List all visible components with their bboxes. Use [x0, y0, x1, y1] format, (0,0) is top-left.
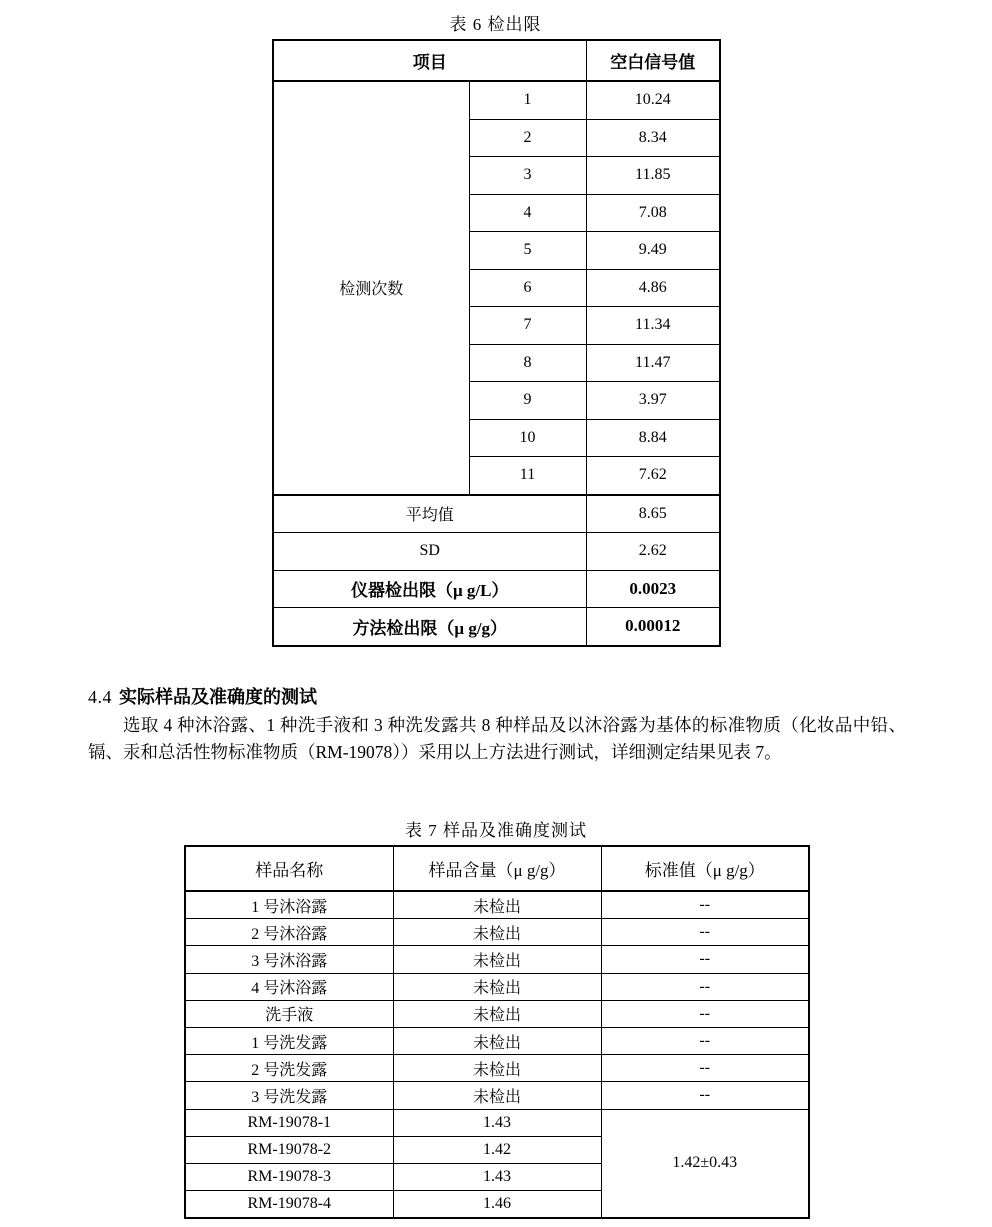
- measurement-index: 10: [469, 419, 586, 457]
- sample-name: RM-19078-4: [185, 1191, 393, 1219]
- sample-name: 4 号沐浴露: [185, 973, 393, 1000]
- measurement-value: 3.97: [586, 382, 720, 420]
- sample-name: 1 号沐浴露: [185, 891, 393, 919]
- measurement-value: 7.08: [586, 194, 720, 232]
- merged-standard-value: 1.42±0.43: [601, 1109, 809, 1218]
- sample-content: 未检出: [393, 919, 601, 946]
- sample-standard: --: [601, 973, 809, 1000]
- sample-standard: --: [601, 919, 809, 946]
- sample-content: 未检出: [393, 1000, 601, 1027]
- sample-name: 3 号沐浴露: [185, 946, 393, 973]
- measurement-index: 11: [469, 457, 586, 495]
- table-row: [185, 973, 809, 1000]
- section-title: 实际样品及准确度的测试: [119, 687, 317, 707]
- section-heading: [88, 683, 317, 709]
- table7-header-name: 样品名称: [185, 846, 393, 891]
- measurement-index: 3: [469, 157, 586, 195]
- table-row: [185, 1082, 809, 1109]
- table-row: [185, 1109, 809, 1136]
- table-row: [185, 919, 809, 946]
- table6-method-lod-row: [273, 608, 720, 646]
- measurement-index: 8: [469, 344, 586, 382]
- summary-value: 8.65: [586, 495, 720, 533]
- sample-content: 未检出: [393, 946, 601, 973]
- sample-standard: --: [601, 1055, 809, 1082]
- measurement-index: 4: [469, 194, 586, 232]
- sample-standard: --: [601, 891, 809, 919]
- sample-name: RM-19078-1: [185, 1109, 393, 1136]
- sample-content: 未检出: [393, 1027, 601, 1054]
- sample-name: RM-19078-3: [185, 1163, 393, 1190]
- sample-content: 未检出: [393, 973, 601, 1000]
- sample-name: 2 号沐浴露: [185, 919, 393, 946]
- measurement-index: 5: [469, 232, 586, 270]
- table6-instrument-lod-row: [273, 570, 720, 608]
- table-row: [273, 81, 720, 119]
- table-row: [185, 1055, 809, 1082]
- sample-content: 1.46: [393, 1191, 601, 1219]
- table6-detection-limit: [272, 39, 721, 647]
- section-number: 4.4: [88, 687, 112, 707]
- sample-content: 未检出: [393, 1055, 601, 1082]
- summary-label: 平均值: [273, 495, 586, 533]
- table6-section: [272, 10, 719, 647]
- sample-content: 未检出: [393, 891, 601, 919]
- sample-standard: --: [601, 1027, 809, 1054]
- sample-name: 洗手液: [185, 1000, 393, 1027]
- sample-content: 1.42: [393, 1136, 601, 1163]
- sample-name: 2 号洗发露: [185, 1055, 393, 1082]
- section-paragraph: 选取 4 种沐浴露、1 种洗手液和 3 种洗发露共 8 种样品及以沐浴露为基体的标准物质（化妆品中铅、镉、汞和总活性物标准物质（RM-19078））采用以上方法进行测试，详细测定结果见表 7。: [88, 715, 906, 762]
- sample-content: 1.43: [393, 1109, 601, 1136]
- sample-content: 未检出: [393, 1082, 601, 1109]
- sample-content: 1.43: [393, 1163, 601, 1190]
- measurement-value: 8.34: [586, 119, 720, 157]
- table7-header-content: 样品含量（μ g/g）: [393, 846, 601, 891]
- measurement-value: 7.62: [586, 457, 720, 495]
- table6-sd-row: [273, 533, 720, 571]
- measurement-index: 9: [469, 382, 586, 420]
- measurement-value: 11.34: [586, 307, 720, 345]
- table7-section: [184, 816, 808, 1219]
- table7-sample-accuracy: [184, 845, 810, 1219]
- sample-name: 3 号洗发露: [185, 1082, 393, 1109]
- sample-name: RM-19078-2: [185, 1136, 393, 1163]
- measurement-value: 10.24: [586, 81, 720, 119]
- table-row: [185, 1027, 809, 1054]
- table6-average-row: [273, 495, 720, 533]
- table6-header-item: 项目: [273, 40, 586, 81]
- summary-value: 0.0023: [586, 570, 720, 608]
- measurement-value: 4.86: [586, 269, 720, 307]
- summary-label: 方法检出限（μ g/g）: [273, 608, 586, 646]
- table6-group-label: 检测次数: [273, 81, 469, 495]
- sample-name: 1 号洗发露: [185, 1027, 393, 1054]
- table-row: [185, 1000, 809, 1027]
- measurement-value: 8.84: [586, 419, 720, 457]
- summary-value: 0.00012: [586, 608, 720, 646]
- table7-header-standard: 标准值（μ g/g）: [601, 846, 809, 891]
- table7-title: 表 7 样品及准确度测试: [405, 821, 587, 840]
- table6-title: 表 6 检出限: [449, 15, 542, 34]
- table6-header-row: [273, 40, 720, 81]
- summary-value: 2.62: [586, 533, 720, 571]
- sample-standard: --: [601, 1000, 809, 1027]
- measurement-value: 11.85: [586, 157, 720, 195]
- table7-header-row: [185, 846, 809, 891]
- measurement-value: 11.47: [586, 344, 720, 382]
- measurement-index: 2: [469, 119, 586, 157]
- measurement-value: 9.49: [586, 232, 720, 270]
- measurement-index: 6: [469, 269, 586, 307]
- table6-header-blank-signal: 空白信号值: [586, 40, 720, 81]
- summary-label: 仪器检出限（μ g/L）: [273, 570, 586, 608]
- table-row: [185, 891, 809, 919]
- measurement-index: 7: [469, 307, 586, 345]
- sample-standard: --: [601, 1082, 809, 1109]
- table-row: [185, 946, 809, 973]
- summary-label: SD: [273, 533, 586, 571]
- sample-standard: --: [601, 946, 809, 973]
- measurement-index: 1: [469, 81, 586, 119]
